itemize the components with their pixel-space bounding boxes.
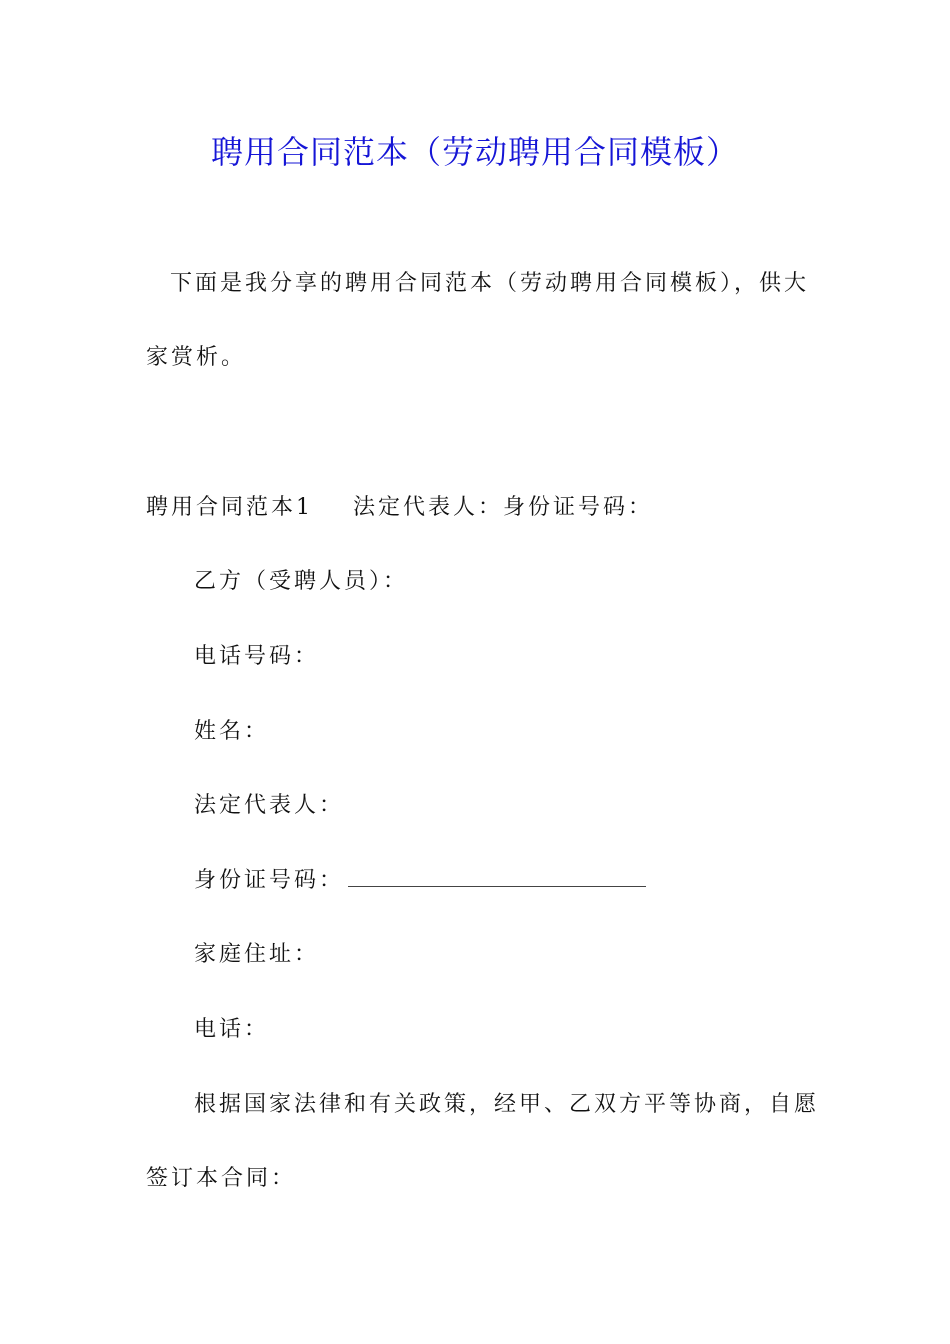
section-heading-fields: 法定代表人：身份证号码： — [353, 495, 654, 520]
id-number-label: 身份证号码： — [194, 868, 345, 893]
legal-rep-label: 法定代表人： — [194, 793, 345, 818]
phone-number-label: 电话号码： — [194, 644, 320, 669]
id-number-blank — [348, 866, 646, 887]
id-number-line — [194, 865, 646, 897]
section-heading: 聘用合同范本1 — [146, 495, 313, 520]
document-title: 聘用合同范本（劳动聘用合同模板） — [210, 133, 739, 171]
name-label: 姓名： — [194, 719, 270, 744]
party-b-label: 乙方（受聘人员）： — [194, 569, 409, 594]
section-heading-line — [146, 492, 653, 524]
intro-paragraph-line-2: 家赏析。 — [146, 345, 247, 370]
basis-paragraph-line-1: 根据国家法律和有关政策，经甲、乙双方平等协商，自愿 — [194, 1092, 820, 1117]
basis-paragraph-line-2: 签订本合同： — [146, 1166, 297, 1191]
phone-label: 电话： — [194, 1017, 270, 1042]
home-address-label: 家庭住址： — [194, 942, 320, 967]
intro-paragraph-line-1: 下面是我分享的聘用合同范本（劳动聘用合同模板），供大 — [170, 271, 810, 296]
